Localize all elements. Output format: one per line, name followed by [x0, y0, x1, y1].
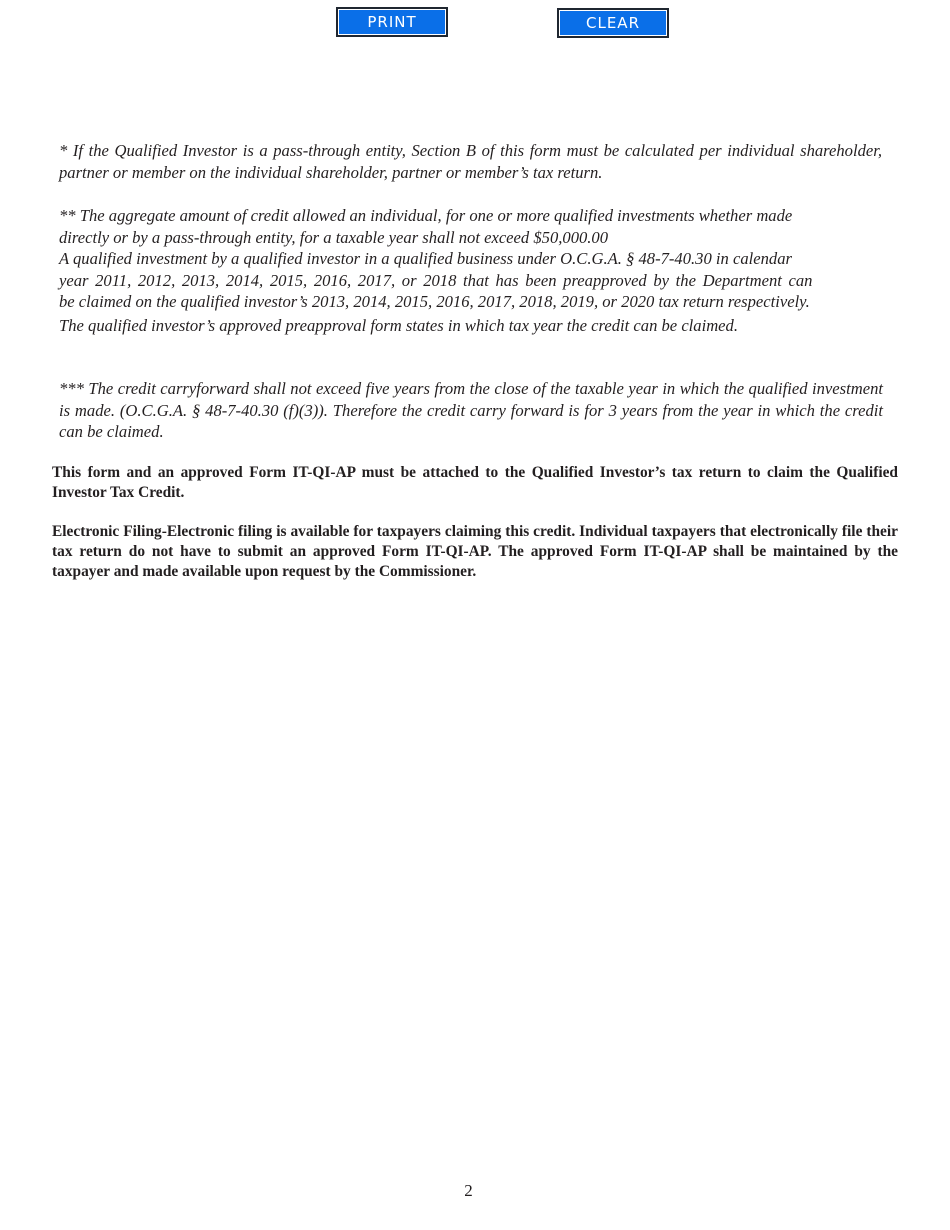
- footnote-line: year 2011, 2012, 2013, 2014, 2015, 2016, 2017, or 2018 that has been preapproved by the Department can: [59, 270, 813, 290]
- footnote-line: The qualified investor’s approved preapproval form states in which tax year the credit can be claimed.: [59, 315, 738, 335]
- footnote-line: directly or by a pass-through entity, for a taxable year shall not exceed $50,000.00: [59, 227, 609, 247]
- page-number: 2: [464, 1181, 473, 1200]
- footnote-line: A qualified investment by a qualified investor in a qualified business under O.C.G.A. § 48-7-40.30 in calendar: [59, 249, 792, 268]
- footnote-line: ** The aggregate amount of credit allowed an individual, for one or more qualified investments whether made: [59, 206, 793, 225]
- print-button[interactable]: PRINT: [336, 7, 448, 37]
- footnote-aggregate-credit: [59, 205, 915, 336]
- electronic-filing-instruction: Electronic Filing-Electronic filing is available for taxpayers claiming this credit. Individual taxpayers that electronically file their tax return do not have to submit an approved Form IT-QI-AP. The approved Form IT-QI-AP shall be maintained by the taxpayer and made available upon request by the Commissioner.: [52, 523, 898, 580]
- footnote-pass-through: * If the Qualified Investor is a pass-through entity, Section B of this form must be calculated per individual shareholder, partner or member on the individual shareholder, partner or member’s tax return.: [59, 141, 882, 182]
- attachment-instruction: This form and an approved Form IT-QI-AP must be attached to the Qualified Investor’s tax return to claim the Qualified Investor Tax Credit.: [52, 464, 898, 501]
- footnote-line: be claimed on the qualified investor’s 2013, 2014, 2015, 2016, 2017, 2018, 2019, or 2020 tax return respectively.: [59, 292, 810, 311]
- clear-button[interactable]: CLEAR: [557, 8, 669, 38]
- footnote-carryforward: *** The credit carryforward shall not exceed five years from the close of the taxable year in which the qualified investment is made. (O.C.G.A. § 48-7-40.30 (f)(3)). Therefore the credit carry forward is for 3 years from the year in which the credit can be claimed.: [59, 379, 883, 441]
